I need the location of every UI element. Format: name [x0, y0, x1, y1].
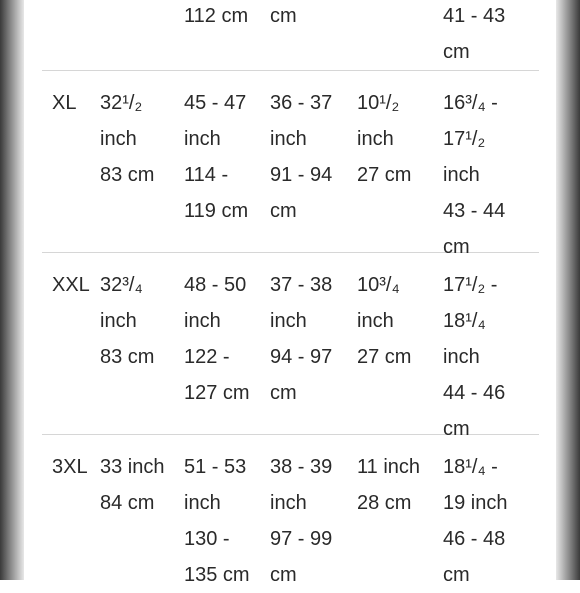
cell-line: 112 cm — [184, 5, 249, 27]
cell-line: 83 cm — [100, 346, 155, 368]
table-cell-col-4 — [357, 449, 420, 521]
cell-line: cm — [443, 236, 470, 258]
cell-line: 11 inch — [357, 456, 421, 478]
size-cell: XL — [52, 92, 77, 114]
cell-line: 27 cm — [357, 346, 412, 368]
cell-line: cm — [270, 564, 297, 586]
cell-line: 28 cm — [357, 492, 412, 514]
cell-line: 122 - — [184, 346, 230, 368]
table-cell-col-1 — [100, 267, 154, 375]
cell-line: 19 inch — [443, 492, 508, 514]
cell-line: inch — [100, 310, 137, 332]
cell-line: 27 cm — [357, 164, 412, 186]
cell-line: 18¹/₄ — [443, 310, 486, 332]
cell-line: 119 cm — [184, 200, 249, 222]
right-edge-shadow — [556, 0, 580, 580]
table-cell-col-4 — [357, 85, 411, 193]
table-cell-col-3 — [270, 267, 332, 411]
table-cell-col-4 — [357, 267, 411, 375]
cell-line: inch — [184, 128, 221, 150]
cell-line: 84 cm — [100, 492, 155, 514]
table-cell-col-3 — [270, 449, 332, 593]
cell-line: 135 cm — [184, 564, 250, 586]
table-cell-col-3 — [270, 0, 297, 34]
cell-line: 16³/₄ - — [443, 92, 498, 114]
cell-line: 17¹/₂ - — [443, 274, 498, 296]
cell-line: 10³/₄ — [357, 274, 400, 296]
cell-line: 37 - 38 — [270, 274, 333, 296]
table-cell-col-1 — [100, 85, 154, 193]
cell-line: inch — [443, 164, 480, 186]
table-row — [42, 0, 539, 71]
cell-line: 10¹/₂ — [357, 92, 400, 114]
table-cell-col-1 — [100, 449, 165, 521]
table-row — [42, 253, 539, 440]
cell-line: 44 - 46 — [443, 382, 506, 404]
cell-line: inch — [443, 346, 480, 368]
table-row — [42, 435, 539, 586]
size-cell: 3XL — [52, 456, 88, 478]
size-cell: XXL — [52, 274, 90, 296]
left-edge-shadow — [0, 0, 24, 580]
cell-line: 43 - 44 — [443, 200, 506, 222]
cell-line: 18¹/₄ - — [443, 456, 498, 478]
cell-line: inch — [270, 310, 307, 332]
cell-line: 45 - 47 — [184, 92, 247, 114]
table-row — [42, 71, 539, 258]
cell-line: inch — [357, 310, 394, 332]
table-cell-col-5 — [443, 0, 505, 70]
cell-line: 38 - 39 — [270, 456, 333, 478]
cell-line: cm — [270, 382, 297, 404]
cell-line: 36 - 37 — [270, 92, 333, 114]
cell-line: inch — [270, 492, 307, 514]
cell-line: 97 - 99 — [270, 528, 333, 550]
cell-line: inch — [357, 128, 394, 150]
cell-line: 32³/₄ — [100, 274, 143, 296]
cell-line: inch — [100, 128, 137, 150]
cell-line: 130 - — [184, 528, 230, 550]
cell-line: inch — [270, 128, 307, 150]
cell-line: cm — [443, 564, 470, 586]
cell-line: 48 - 50 — [184, 274, 247, 296]
table-cell-col-5 — [443, 267, 505, 447]
table-cell-col-2 — [184, 0, 248, 34]
cell-line: 114 - — [184, 164, 229, 186]
cell-line: 127 cm — [184, 382, 250, 404]
table-cell-col-2 — [184, 267, 250, 411]
table-cell-col-2 — [184, 449, 250, 593]
cell-line: cm — [443, 41, 470, 63]
cell-line: 91 - 94 — [270, 164, 333, 186]
table-cell-col-3 — [270, 85, 332, 229]
cell-line: cm — [270, 200, 297, 222]
cell-line: 83 cm — [100, 164, 155, 186]
cell-line: cm — [270, 5, 297, 27]
table-cell-col-5 — [443, 449, 508, 593]
cell-line: inch — [184, 310, 221, 332]
cell-line: cm — [443, 418, 470, 440]
table-cell-col-5 — [443, 85, 505, 265]
cell-line: 51 - 53 — [184, 456, 247, 478]
cell-line: 41 - 43 — [443, 5, 506, 27]
cell-line: 33 inch — [100, 456, 165, 478]
cell-line: 94 - 97 — [270, 346, 333, 368]
cell-line: 17¹/₂ — [443, 128, 486, 150]
table-cell-col-2 — [184, 85, 248, 229]
cell-line: 46 - 48 — [443, 528, 506, 550]
cell-line: inch — [184, 492, 221, 514]
size-chart-table — [42, 0, 539, 586]
cell-line: 32¹/₂ — [100, 92, 143, 114]
